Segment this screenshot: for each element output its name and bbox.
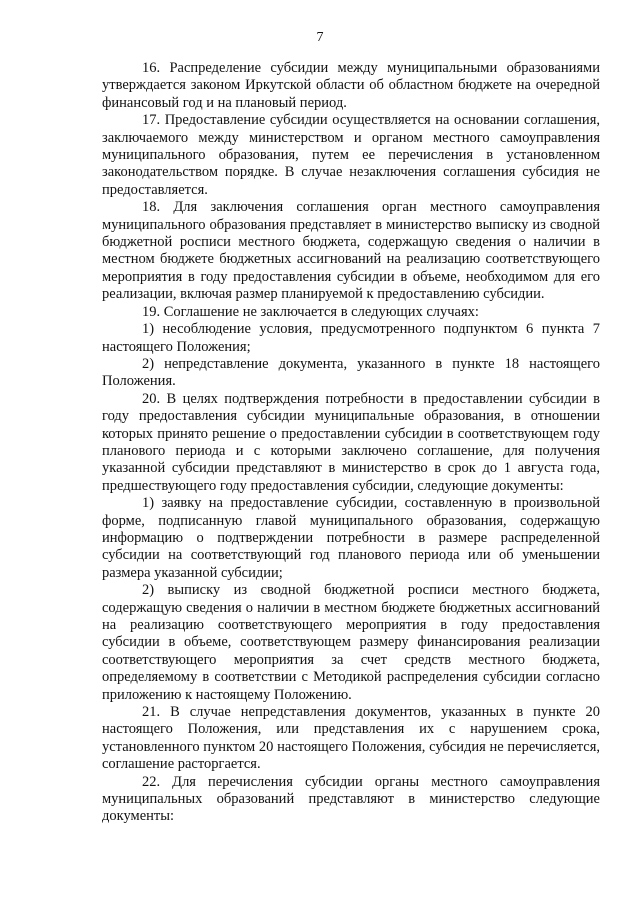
paragraph-21: 21. В случае непредставления документов, указанных в пункте 20 настоящего Положения, или представления их с нарушением срока, установленного пунктом 20 настоящего Положения, субсидия не перечисляется, соглашение расторгается. [102,704,600,773]
paragraph-19: 19. Соглашение не заключается в следующих случаях: [142,303,479,320]
paragraph-20: 20. В целях подтверждения потребности в предоставлении субсидии в году предоставления субсидии муниципальные образования, в отношении которых принято решение о предоставлении субсидии в соответствующем году планового периода и с которыми заключено соглашение, для получения указанной субсидии представляют в министерство в срок до 1 августа года, предшествующего году предоставления субсидии, следующие документы: [102,390,600,494]
paragraph-17: 17. Предоставление субсидии осуществляется на основании соглашения, заключаемого между министерством и органом местного самоуправления муниципального образования, путем ее перечисления в установленном законодательством порядке. В случае незаключения соглашения субсидия не предоставляется. [102,112,600,198]
paragraph-19-item-2: 2) непредставление документа, указанного в пункте 18 настоящего Положения. [102,355,600,390]
page-number: 7 [316,30,324,45]
document-body [102,60,600,826]
paragraph-18: 18. Для заключения соглашения орган местного самоуправления муниципального образования представляет в министерство выписку из сводной бюджетной росписи местного бюджета, содержащую сведения о наличии в местном бюджете бюджетных ассигнований на реализацию соответствующего мероприятия в году предоставления субсидии в объеме, необходимом для его реализации, включая размер планируемой к предоставлению субсидии. [102,199,600,303]
paragraph-19-item-1: 1) несоблюдение условия, предусмотренного подпунктом 6 пункта 7 настоящего Положения; [102,321,600,355]
paragraph-20-item-1: 1) заявку на предоставление субсидии, составленную в произвольной форме, подписанную главой муниципального образования, содержащую информацию о подтверждении потребности в размере распределенной субсидии на соответствующий год планового периода или об уменьшении размера указанной субсидии; [102,495,600,581]
paragraph-22: 22. Для перечисления субсидии органы местного самоуправления муниципальных образований представляют в министерство следующие документы: [102,773,600,825]
paragraph-16: 16. Распределение субсидии между муниципальными образованиями утверждается законом Иркутской области об областном бюджете на очередной финансовый год и на плановый период. [102,60,600,111]
paragraph-20-item-2: 2) выписку из сводной бюджетной росписи местного бюджета, содержащую сведения о наличии в местном бюджете бюджетных ассигнований на реализацию соответствующего мероприятия в году предоставления субсидии в объеме, соответствующем размеру финансирования реализации соответствующего мероприятия за счет средств местного бюджета, определяемому в соответствии с Методикой распределения субсидии согласно приложению к настоящему Положению. [102,582,600,703]
